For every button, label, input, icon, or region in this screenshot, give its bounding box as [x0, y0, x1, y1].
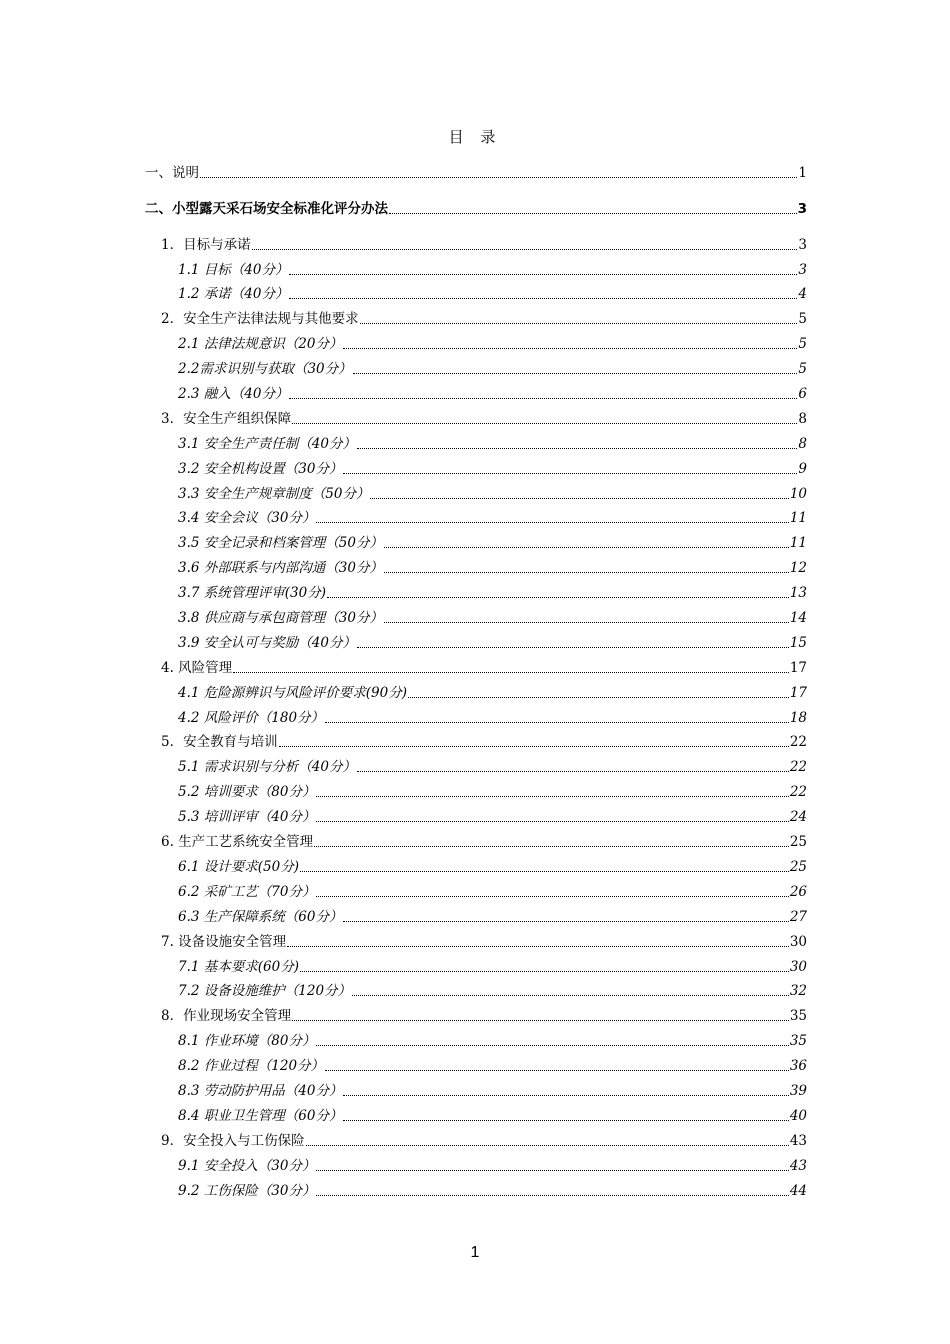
toc-entry-label: 3.8 供应商与承包商管理（30分） [178, 610, 383, 627]
toc-entry[interactable] [145, 655, 807, 680]
dot-leader [289, 298, 797, 299]
dot-leader [200, 177, 797, 178]
toc-entry-page: 26 [789, 883, 807, 900]
dot-leader [289, 274, 797, 275]
toc-entry-page: 35 [789, 1033, 807, 1050]
toc-entry[interactable] [145, 1003, 807, 1028]
toc-entry-page: 40 [789, 1107, 807, 1124]
dot-leader [357, 448, 797, 449]
table-of-contents [145, 160, 807, 1203]
toc-entry-page: 43 [789, 1132, 807, 1149]
toc-entry-label: 1.2 承诺（40分） [178, 286, 289, 303]
dot-leader [360, 323, 798, 324]
toc-entry[interactable] [145, 306, 807, 331]
dot-leader [343, 1120, 788, 1121]
toc-entry[interactable] [145, 431, 807, 456]
dot-leader [314, 846, 789, 847]
dot-leader [384, 547, 789, 548]
toc-entry-page: 24 [789, 809, 807, 826]
toc-entry-label: 6.3 生产保障系统（60分） [178, 908, 343, 925]
toc-entry[interactable] [145, 282, 807, 307]
toc-entry[interactable] [145, 954, 807, 979]
toc-entry[interactable] [145, 1103, 807, 1128]
toc-entry-page: 39 [789, 1082, 807, 1099]
toc-entry-page: 32 [789, 983, 807, 1000]
toc-entry-label: 3.5 安全记录和档案管理（50分） [178, 535, 383, 552]
toc-entry-label: 1.1 目标（40分） [178, 261, 289, 278]
toc-entry[interactable] [145, 829, 807, 854]
toc-entry-page: 5 [798, 336, 807, 353]
toc-entry-label: 一、说明 [145, 164, 199, 181]
toc-entry[interactable] [145, 160, 807, 185]
toc-entry-label: 2.2需求识别与获取（30分） [178, 361, 352, 378]
toc-entry-label: 3.9 安全认可与奖励（40分） [178, 634, 356, 651]
toc-entry[interactable] [145, 904, 807, 929]
toc-entry[interactable] [145, 456, 807, 481]
toc-entry-label: 4.1 危险源辨识与风险评价要求(90分) [178, 684, 407, 701]
toc-entry-label: 3.3 安全生产规章制度（50分） [178, 485, 370, 502]
toc-entry-label: 8.2 作业过程（120分） [178, 1058, 325, 1075]
toc-entry[interactable] [145, 754, 807, 779]
toc-entry-page: 5 [798, 361, 807, 378]
toc-entry-page: 44 [789, 1182, 807, 1199]
dot-leader [292, 423, 797, 424]
dot-leader [316, 1195, 788, 1196]
toc-entry[interactable] [145, 196, 807, 221]
toc-spacer [145, 221, 807, 232]
dot-leader [327, 597, 789, 598]
toc-entry[interactable] [145, 506, 807, 531]
toc-entry-label: 9.1 安全投入（30分） [178, 1157, 316, 1174]
toc-entry[interactable] [145, 331, 807, 356]
toc-entry[interactable] [145, 1053, 807, 1078]
toc-entry-label: 7. 设备设施安全管理 [161, 933, 287, 950]
toc-entry[interactable] [145, 257, 807, 282]
toc-entry[interactable] [145, 232, 807, 257]
toc-entry-page: 25 [789, 834, 807, 851]
toc-entry[interactable] [145, 979, 807, 1004]
dot-leader [408, 697, 789, 698]
toc-entry-label: 4.2 风险评价（180分） [178, 709, 325, 726]
dot-leader [306, 1145, 789, 1146]
dot-leader [316, 522, 788, 523]
dot-leader [343, 473, 797, 474]
dot-leader [233, 672, 789, 673]
dot-leader [325, 1070, 789, 1071]
toc-entry-page: 3 [797, 200, 807, 217]
toc-entry-label: 二、小型露天采石场安全标准化评分办法 [145, 200, 388, 217]
toc-entry-page: 10 [789, 485, 807, 502]
toc-entry-label: 6.2 采矿工艺（70分） [178, 883, 316, 900]
toc-entry[interactable] [145, 481, 807, 506]
toc-entry-page: 43 [789, 1157, 807, 1174]
dot-leader [252, 249, 798, 250]
toc-entry-page: 22 [789, 734, 807, 751]
toc-entry[interactable] [145, 680, 807, 705]
dot-leader [316, 1170, 788, 1171]
toc-spacer [145, 185, 807, 196]
toc-entry-label: 9.2 工伤保险（30分） [178, 1182, 316, 1199]
toc-entry[interactable] [145, 879, 807, 904]
toc-entry-label: 6. 生产工艺系统安全管理 [161, 834, 314, 851]
toc-entry-label: 7.1 基本要求(60分) [178, 958, 299, 975]
toc-entry-label: 8.4 职业卫生管理（60分） [178, 1107, 343, 1124]
toc-entry-label: 3.4 安全会议（30分） [178, 510, 316, 527]
toc-entry-page: 14 [789, 610, 807, 627]
dot-leader [352, 995, 789, 996]
page-number: 1 [470, 1244, 480, 1261]
toc-entry-label: 4. 风险管理 [161, 659, 233, 676]
toc-entry-page: 11 [789, 510, 807, 527]
toc-entry[interactable] [145, 555, 807, 580]
dot-leader [316, 821, 788, 822]
toc-entry-label: 5.2 培训要求（80分） [178, 784, 316, 801]
toc-entry-page: 12 [789, 560, 807, 577]
toc-entry-label: 1．目标与承诺 [161, 236, 251, 253]
toc-entry-page: 35 [789, 1008, 807, 1025]
toc-entry-label: 3.7 系统管理评审(30分) [178, 585, 326, 602]
toc-entry-label: 6.1 设计要求(50分) [178, 858, 299, 875]
toc-entry[interactable] [145, 580, 807, 605]
dot-leader [316, 796, 788, 797]
toc-entry-page: 22 [789, 759, 807, 776]
toc-entry-page: 17 [789, 684, 807, 701]
dot-leader [389, 213, 797, 214]
toc-entry-page: 18 [789, 709, 807, 726]
toc-entry-label: 3.6 外部联系与内部沟通（30分） [178, 560, 383, 577]
toc-entry[interactable] [145, 356, 807, 381]
toc-title: 目 录 [448, 128, 502, 146]
toc-entry[interactable] [145, 1028, 807, 1053]
toc-entry-label: 2.1 法律法规意识（20分） [178, 336, 343, 353]
toc-entry-page: 36 [789, 1058, 807, 1075]
toc-entry-label: 3.2 安全机构设置（30分） [178, 460, 343, 477]
dot-leader [353, 373, 798, 374]
toc-entry-page: 1 [798, 164, 807, 181]
toc-entry-page: 25 [789, 858, 807, 875]
dot-leader [292, 1020, 789, 1021]
dot-leader [316, 1045, 788, 1046]
dot-leader [357, 647, 789, 648]
toc-entry-label: 8.1 作业环境（80分） [178, 1033, 316, 1050]
toc-entry-page: 8 [798, 435, 807, 452]
dot-leader [357, 771, 789, 772]
toc-entry-page: 11 [789, 535, 807, 552]
toc-entry[interactable] [145, 605, 807, 630]
toc-entry[interactable] [145, 804, 807, 829]
toc-entry-page: 8 [798, 410, 807, 427]
dot-leader [343, 921, 788, 922]
toc-entry-page: 5 [798, 311, 807, 328]
toc-entry-page: 15 [789, 634, 807, 651]
toc-entry-label: 5.3 培训评审（40分） [178, 809, 316, 826]
toc-entry-label: 7.2 设备设施维护（120分） [178, 983, 352, 1000]
toc-entry-page: 30 [789, 958, 807, 975]
toc-entry-page: 30 [789, 933, 807, 950]
toc-entry-label: 9．安全投入与工伤保险 [161, 1132, 305, 1149]
dot-leader [384, 572, 789, 573]
dot-leader [289, 398, 797, 399]
toc-entry-label: 2．安全生产法律法规与其他要求 [161, 311, 359, 328]
toc-entry[interactable] [145, 1128, 807, 1153]
toc-entry-page: 22 [789, 784, 807, 801]
toc-entry[interactable] [145, 1178, 807, 1203]
toc-entry-label: 8．作业现场安全管理 [161, 1008, 292, 1025]
toc-entry-label: 3．安全生产组织保障 [161, 410, 292, 427]
toc-entry[interactable] [145, 630, 807, 655]
dot-leader [287, 946, 789, 947]
dot-leader [300, 871, 789, 872]
toc-entry[interactable] [145, 929, 807, 954]
dot-leader [343, 348, 797, 349]
toc-entry-page: 3 [798, 261, 807, 278]
dot-leader [325, 722, 789, 723]
toc-entry[interactable] [145, 381, 807, 406]
toc-entry-page: 6 [798, 386, 807, 403]
toc-entry[interactable] [145, 854, 807, 879]
toc-entry-page: 4 [798, 286, 807, 303]
toc-entry[interactable] [145, 406, 807, 431]
toc-entry-page: 13 [789, 585, 807, 602]
toc-entry[interactable] [145, 779, 807, 804]
dot-leader [279, 746, 789, 747]
toc-entry[interactable] [145, 530, 807, 555]
toc-entry[interactable] [145, 1078, 807, 1103]
toc-entry[interactable] [145, 730, 807, 755]
dot-leader [384, 622, 789, 623]
toc-entry-label: 8.3 劳动防护用品（40分） [178, 1082, 343, 1099]
toc-entry-label: 5.1 需求识别与分析（40分） [178, 759, 356, 776]
toc-entry-label: 3.1 安全生产责任制（40分） [178, 435, 356, 452]
dot-leader [343, 1095, 788, 1096]
dot-leader [316, 896, 788, 897]
toc-entry-page: 3 [798, 236, 807, 253]
toc-entry-label: 5．安全教育与培训 [161, 734, 278, 751]
toc-entry[interactable] [145, 705, 807, 730]
toc-entry-label: 2.3 融入（40分） [178, 386, 289, 403]
toc-entry-page: 9 [798, 460, 807, 477]
toc-entry-page: 17 [789, 659, 807, 676]
toc-entry-page: 27 [789, 908, 807, 925]
toc-entry[interactable] [145, 1153, 807, 1178]
dot-leader [370, 498, 788, 499]
dot-leader [300, 971, 789, 972]
